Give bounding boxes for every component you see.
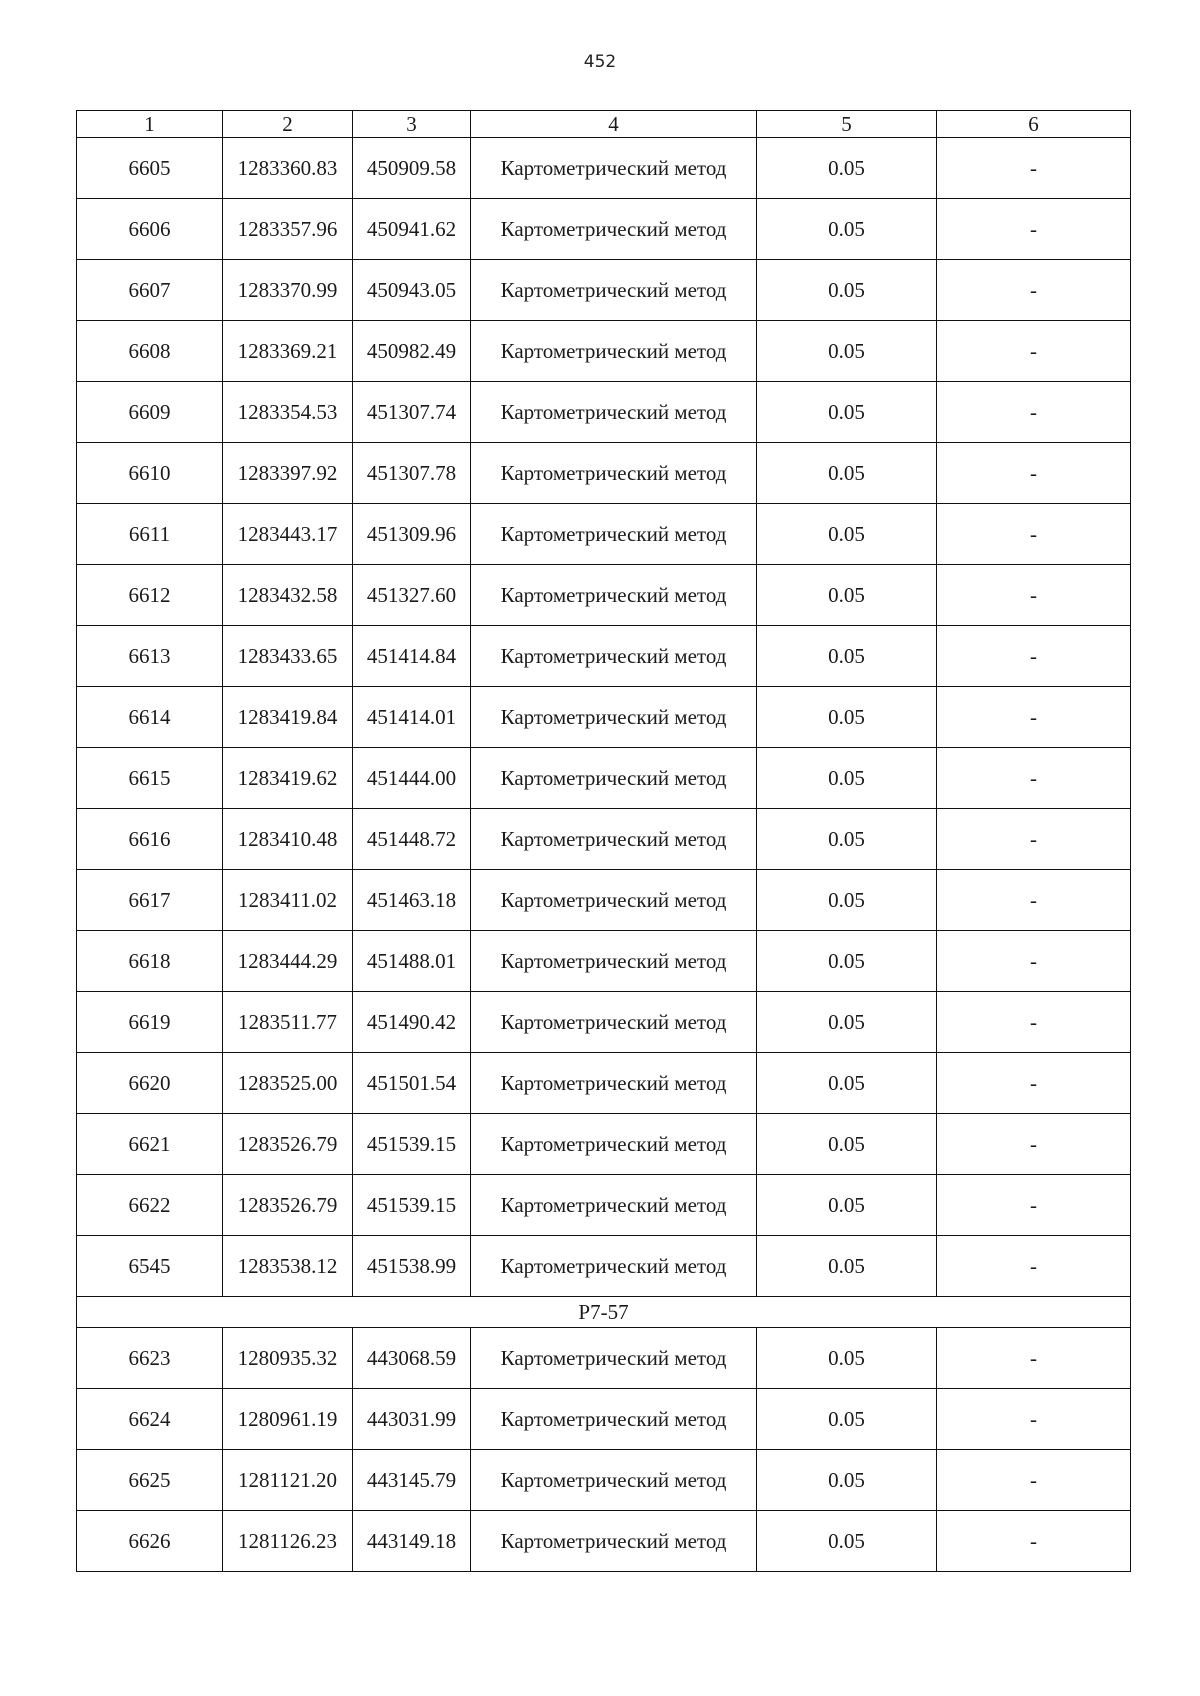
point-number-cell: 6622	[77, 1175, 223, 1236]
table-row	[77, 260, 1131, 321]
table-row	[77, 687, 1131, 748]
method-cell: Картометрический метод	[471, 809, 757, 870]
x-coordinate-cell: 1283357.96	[223, 199, 353, 260]
table-body	[77, 138, 1131, 1572]
description-cell: -	[937, 1328, 1131, 1389]
description-cell: -	[937, 1450, 1131, 1511]
accuracy-cell: 0.05	[757, 565, 937, 626]
table-row	[77, 1175, 1131, 1236]
description-cell: -	[937, 687, 1131, 748]
description-cell: -	[937, 443, 1131, 504]
y-coordinate-cell: 451307.78	[353, 443, 471, 504]
accuracy-cell: 0.05	[757, 1175, 937, 1236]
description-cell: -	[937, 809, 1131, 870]
header-cell-6: 6	[937, 111, 1131, 138]
accuracy-cell: 0.05	[757, 931, 937, 992]
table-row	[77, 809, 1131, 870]
method-cell: Картометрический метод	[471, 1450, 757, 1511]
method-cell: Картометрический метод	[471, 1175, 757, 1236]
point-number-cell: 6616	[77, 809, 223, 870]
accuracy-cell: 0.05	[757, 748, 937, 809]
point-number-cell: 6608	[77, 321, 223, 382]
method-cell: Картометрический метод	[471, 199, 757, 260]
description-cell: -	[937, 1236, 1131, 1297]
description-cell: -	[937, 1114, 1131, 1175]
table-row	[77, 1389, 1131, 1450]
table-row	[77, 626, 1131, 687]
method-cell: Картометрический метод	[471, 748, 757, 809]
y-coordinate-cell: 451488.01	[353, 931, 471, 992]
section-row	[77, 1297, 1131, 1328]
coordinates-table	[76, 110, 1131, 1572]
accuracy-cell: 0.05	[757, 992, 937, 1053]
point-number-cell: 6626	[77, 1511, 223, 1572]
y-coordinate-cell: 451463.18	[353, 870, 471, 931]
description-cell: -	[937, 626, 1131, 687]
method-cell: Картометрический метод	[471, 443, 757, 504]
method-cell: Картометрический метод	[471, 260, 757, 321]
method-cell: Картометрический метод	[471, 992, 757, 1053]
y-coordinate-cell: 451539.15	[353, 1175, 471, 1236]
x-coordinate-cell: 1281121.20	[223, 1450, 353, 1511]
header-cell-2: 2	[223, 111, 353, 138]
table-header	[77, 111, 1131, 138]
method-cell: Картометрический метод	[471, 565, 757, 626]
table-row	[77, 1328, 1131, 1389]
method-cell: Картометрический метод	[471, 1053, 757, 1114]
description-cell: -	[937, 992, 1131, 1053]
point-number-cell: 6545	[77, 1236, 223, 1297]
point-number-cell: 6609	[77, 382, 223, 443]
table-row	[77, 321, 1131, 382]
x-coordinate-cell: 1280961.19	[223, 1389, 353, 1450]
accuracy-cell: 0.05	[757, 1511, 937, 1572]
method-cell: Картометрический метод	[471, 626, 757, 687]
accuracy-cell: 0.05	[757, 1236, 937, 1297]
method-cell: Картометрический метод	[471, 1114, 757, 1175]
accuracy-cell: 0.05	[757, 870, 937, 931]
x-coordinate-cell: 1283419.62	[223, 748, 353, 809]
method-cell: Картометрический метод	[471, 321, 757, 382]
accuracy-cell: 0.05	[757, 1114, 937, 1175]
table-row	[77, 199, 1131, 260]
table-row	[77, 748, 1131, 809]
x-coordinate-cell: 1283444.29	[223, 931, 353, 992]
table-row	[77, 1053, 1131, 1114]
y-coordinate-cell: 451538.99	[353, 1236, 471, 1297]
x-coordinate-cell: 1283360.83	[223, 138, 353, 199]
accuracy-cell: 0.05	[757, 199, 937, 260]
y-coordinate-cell: 443145.79	[353, 1450, 471, 1511]
y-coordinate-cell: 451414.84	[353, 626, 471, 687]
table-row	[77, 382, 1131, 443]
header-cell-1: 1	[77, 111, 223, 138]
table-row	[77, 1114, 1131, 1175]
y-coordinate-cell: 443068.59	[353, 1328, 471, 1389]
accuracy-cell: 0.05	[757, 687, 937, 748]
y-coordinate-cell: 450909.58	[353, 138, 471, 199]
description-cell: -	[937, 1175, 1131, 1236]
header-row	[77, 111, 1131, 138]
description-cell: -	[937, 504, 1131, 565]
point-number-cell: 6615	[77, 748, 223, 809]
table-row	[77, 443, 1131, 504]
y-coordinate-cell: 451501.54	[353, 1053, 471, 1114]
y-coordinate-cell: 451490.42	[353, 992, 471, 1053]
accuracy-cell: 0.05	[757, 138, 937, 199]
x-coordinate-cell: 1283525.00	[223, 1053, 353, 1114]
method-cell: Картометрический метод	[471, 1328, 757, 1389]
accuracy-cell: 0.05	[757, 1389, 937, 1450]
accuracy-cell: 0.05	[757, 1053, 937, 1114]
accuracy-cell: 0.05	[757, 809, 937, 870]
description-cell: -	[937, 1389, 1131, 1450]
method-cell: Картометрический метод	[471, 504, 757, 565]
x-coordinate-cell: 1281126.23	[223, 1511, 353, 1572]
y-coordinate-cell: 450982.49	[353, 321, 471, 382]
y-coordinate-cell: 451414.01	[353, 687, 471, 748]
point-number-cell: 6614	[77, 687, 223, 748]
description-cell: -	[937, 382, 1131, 443]
description-cell: -	[937, 748, 1131, 809]
description-cell: -	[937, 870, 1131, 931]
header-cell-5: 5	[757, 111, 937, 138]
point-number-cell: 6623	[77, 1328, 223, 1389]
x-coordinate-cell: 1283433.65	[223, 626, 353, 687]
y-coordinate-cell: 450943.05	[353, 260, 471, 321]
method-cell: Картометрический метод	[471, 382, 757, 443]
point-number-cell: 6618	[77, 931, 223, 992]
method-cell: Картометрический метод	[471, 931, 757, 992]
accuracy-cell: 0.05	[757, 1450, 937, 1511]
method-cell: Картометрический метод	[471, 687, 757, 748]
method-cell: Картометрический метод	[471, 870, 757, 931]
y-coordinate-cell: 451307.74	[353, 382, 471, 443]
x-coordinate-cell: 1283370.99	[223, 260, 353, 321]
method-cell: Картометрический метод	[471, 1236, 757, 1297]
description-cell: -	[937, 1511, 1131, 1572]
header-cell-3: 3	[353, 111, 471, 138]
x-coordinate-cell: 1283411.02	[223, 870, 353, 931]
point-number-cell: 6606	[77, 199, 223, 260]
description-cell: -	[937, 931, 1131, 992]
description-cell: -	[937, 138, 1131, 199]
method-cell: Картометрический метод	[471, 1389, 757, 1450]
method-cell: Картометрический метод	[471, 1511, 757, 1572]
accuracy-cell: 0.05	[757, 443, 937, 504]
x-coordinate-cell: 1283369.21	[223, 321, 353, 382]
x-coordinate-cell: 1283354.53	[223, 382, 353, 443]
point-number-cell: 6605	[77, 138, 223, 199]
accuracy-cell: 0.05	[757, 321, 937, 382]
point-number-cell: 6612	[77, 565, 223, 626]
y-coordinate-cell: 450941.62	[353, 199, 471, 260]
table-row	[77, 138, 1131, 199]
x-coordinate-cell: 1283397.92	[223, 443, 353, 504]
x-coordinate-cell: 1283526.79	[223, 1114, 353, 1175]
table-row	[77, 565, 1131, 626]
y-coordinate-cell: 451539.15	[353, 1114, 471, 1175]
x-coordinate-cell: 1283410.48	[223, 809, 353, 870]
point-number-cell: 6624	[77, 1389, 223, 1450]
method-cell: Картометрический метод	[471, 138, 757, 199]
description-cell: -	[937, 199, 1131, 260]
description-cell: -	[937, 565, 1131, 626]
y-coordinate-cell: 451309.96	[353, 504, 471, 565]
point-number-cell: 6621	[77, 1114, 223, 1175]
table-row	[77, 1511, 1131, 1572]
table-row	[77, 992, 1131, 1053]
table-row	[77, 504, 1131, 565]
accuracy-cell: 0.05	[757, 1328, 937, 1389]
description-cell: -	[937, 260, 1131, 321]
y-coordinate-cell: 451448.72	[353, 809, 471, 870]
point-number-cell: 6610	[77, 443, 223, 504]
point-number-cell: 6607	[77, 260, 223, 321]
y-coordinate-cell: 451444.00	[353, 748, 471, 809]
point-number-cell: 6613	[77, 626, 223, 687]
y-coordinate-cell: 451327.60	[353, 565, 471, 626]
x-coordinate-cell: 1283538.12	[223, 1236, 353, 1297]
x-coordinate-cell: 1280935.32	[223, 1328, 353, 1389]
accuracy-cell: 0.05	[757, 260, 937, 321]
x-coordinate-cell: 1283432.58	[223, 565, 353, 626]
description-cell: -	[937, 321, 1131, 382]
accuracy-cell: 0.05	[757, 626, 937, 687]
point-number-cell: 6620	[77, 1053, 223, 1114]
accuracy-cell: 0.05	[757, 382, 937, 443]
x-coordinate-cell: 1283419.84	[223, 687, 353, 748]
point-number-cell: 6617	[77, 870, 223, 931]
description-cell: -	[937, 1053, 1131, 1114]
y-coordinate-cell: 443031.99	[353, 1389, 471, 1450]
table-row	[77, 870, 1131, 931]
point-number-cell: 6625	[77, 1450, 223, 1511]
table-row	[77, 931, 1131, 992]
page-number: 452	[583, 52, 617, 72]
y-coordinate-cell: 443149.18	[353, 1511, 471, 1572]
accuracy-cell: 0.05	[757, 504, 937, 565]
x-coordinate-cell: 1283443.17	[223, 504, 353, 565]
section-title: Р7-57	[77, 1297, 1131, 1328]
point-number-cell: 6619	[77, 992, 223, 1053]
x-coordinate-cell: 1283526.79	[223, 1175, 353, 1236]
header-cell-4: 4	[471, 111, 757, 138]
x-coordinate-cell: 1283511.77	[223, 992, 353, 1053]
point-number-cell: 6611	[77, 504, 223, 565]
table-row	[77, 1450, 1131, 1511]
table-row	[77, 1236, 1131, 1297]
